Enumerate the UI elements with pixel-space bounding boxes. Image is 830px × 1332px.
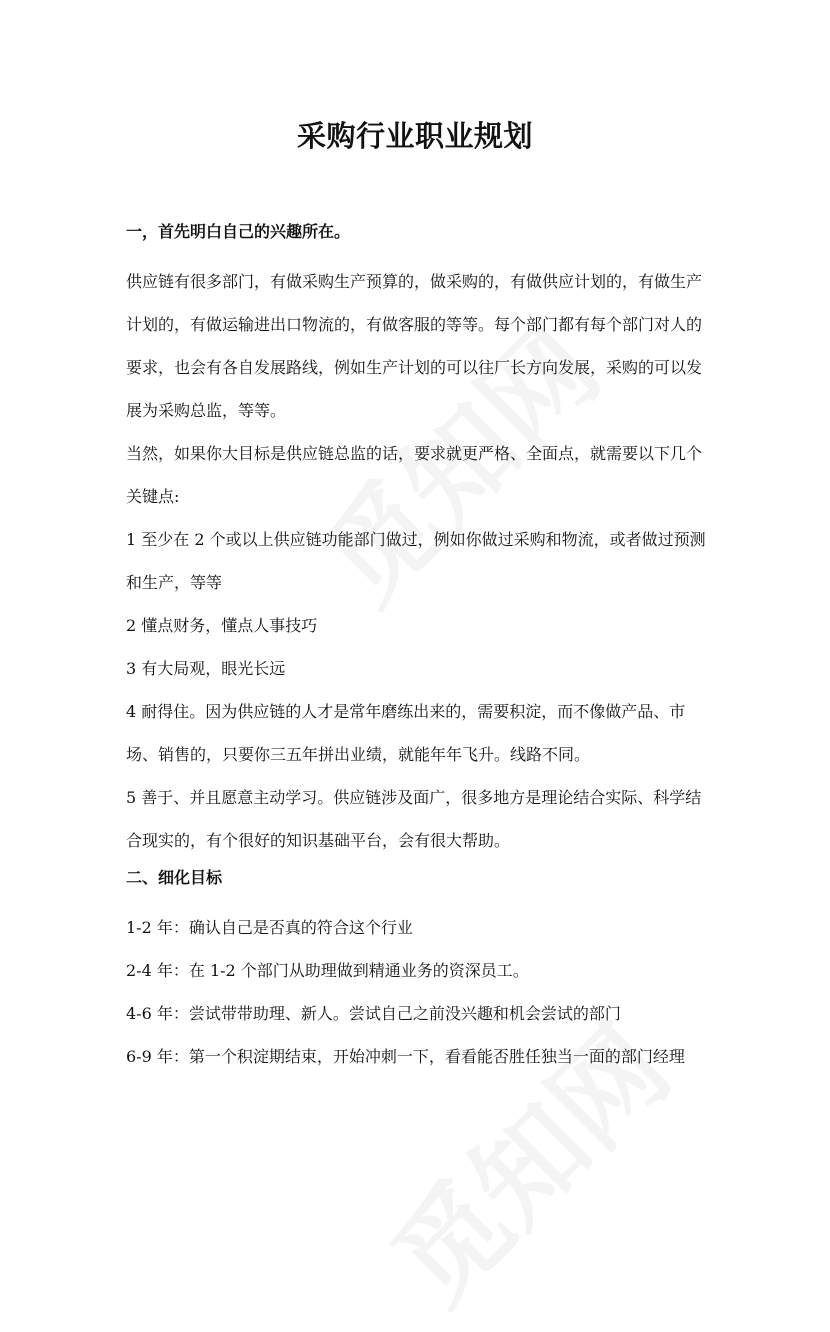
goal-item-4: 6-9 年：第一个积淀期结束，开始冲刺一下，看看能否胜任独当一面的部门经理 (126, 1047, 685, 1066)
goal-item-2: 2-4 年：在 1-2 个部门从助理做到精通业务的资深员工。 (126, 961, 529, 980)
goal-item-3: 4-6 年：尝试带带助理、新人。尝试自己之前没兴趣和机会尝试的部门 (126, 1004, 621, 1023)
paragraph-director-goal: 当然，如果你大目标是供应链总监的话，要求就更严格、全面点，就需要以下几个关键点: (126, 444, 703, 506)
goal-item-1: 1-2 年：确认自己是否真的符合这个行业 (126, 918, 413, 937)
document-title: 采购行业职业规划 (296, 119, 533, 153)
key-point-2: 2 懂点财务，懂点人事技巧 (126, 616, 318, 635)
key-point-5: 5 善于、并且愿意主动学习。供应链涉及面广，很多地方是理论结合实际、科学结合现实的，有个很好的知识基础平台，会有很大帮助。 (126, 788, 702, 850)
section-heading-1: 一，首先明白自己的兴趣所在。 (126, 222, 351, 241)
key-point-4: 4 耐得住。因为供应链的人才是常年磨练出来的，需要积淀，而不像做产品、市场、销售的，只要你三五年拼出业绩，就能年年飞升。线路不同。 (126, 702, 686, 764)
key-point-1: 1 至少在 2 个或以上供应链功能部门做过，例如你做过采购和物流，或者做过预测和生产，等等 (126, 530, 706, 592)
paragraph-departments: 供应链有很多部门，有做采购生产预算的，做采购的，有做供应计划的，有做生产计划的，有做运输进出口物流的，有做客服的等等。每个部门都有每个部门对人的要求，也会有各自发展路线，例如生产计划的可以往厂长方向发展，采购的可以发展为采购总监，等等。 (126, 272, 703, 420)
document-body (126, 218, 710, 1078)
section-heading-2: 二、细化目标 (126, 868, 223, 887)
key-point-3: 3 有大局观，眼光长远 (126, 659, 286, 678)
